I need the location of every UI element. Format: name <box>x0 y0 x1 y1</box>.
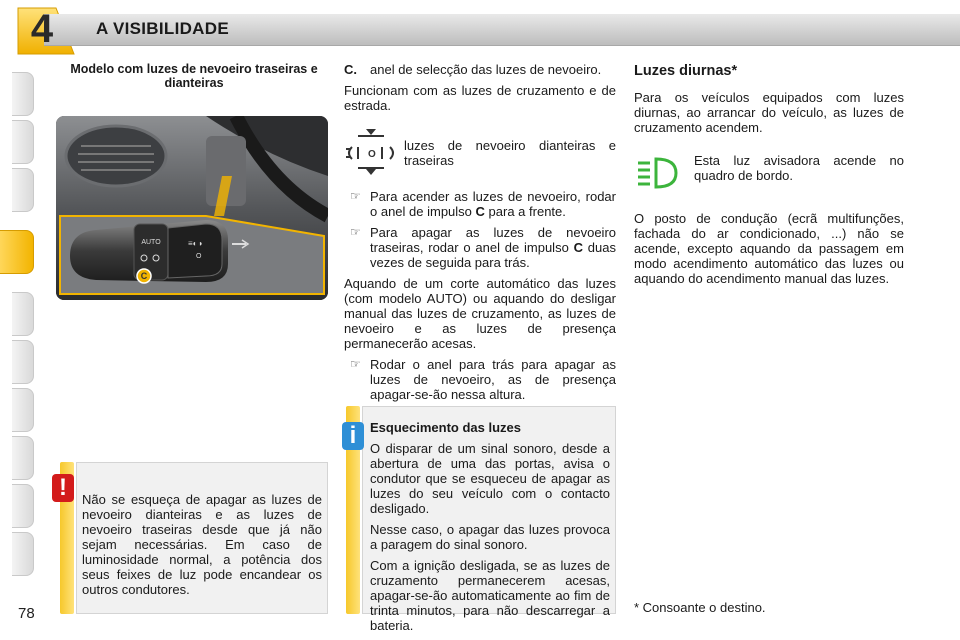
c-definition: C. anel de selecção das luzes de nevoeiro. <box>344 62 602 77</box>
section-title: Luzes diurnas* <box>634 63 738 79</box>
svg-text:O: O <box>196 253 202 260</box>
indicator-row <box>634 153 904 193</box>
list-item: ☞ Rodar o anel para trás para apagar as luzes de nevoeiro, as de presença apagar-se-ão nessa altura. <box>344 357 616 402</box>
info-box <box>346 406 616 633</box>
page-number: 78 <box>18 605 35 622</box>
paragraph: O posto de condução (ecrã multifunções, fachada do ar condicionado, ...) não se acende, excepto aquando da passagem em modo acendimento automático das luzes ou aquando do acendimento manual das luzes. <box>634 211 904 286</box>
paragraph: Para os veículos equipados com luzes diurnas, ao arrancar do veículo, as luzes de cruzamento acendem. <box>634 90 904 135</box>
info-paragraph: O disparar de um sinal sonoro, desde a abertura de uma das portas, avisa o condutor que se esqueceu de apagar as luzes do seu veículo com o contacto desligado. <box>370 441 610 516</box>
photo-caption: Modelo com luzes de nevoeiro traseiras e dianteiras <box>70 62 318 90</box>
side-tab[interactable] <box>12 340 34 384</box>
side-tab[interactable] <box>12 388 34 432</box>
lighting-stalk-photo <box>56 116 328 300</box>
pointing-hand-icon: ☞ <box>350 225 361 239</box>
fog-icon-label: luzes de nevoeiro dianteiras e traseiras <box>404 138 616 168</box>
info-paragraph: Com a ignição desligada, se as luzes de cruzamento permanecerem acesas, apagar-se-ão automaticamente ao fim de trinta minutos, para não descarregar a bateria. <box>370 558 610 633</box>
paragraph: Funcionam com as luzes de cruzamento e de estrada. <box>344 83 616 113</box>
warning-text: Não se esqueça de apagar as luzes de nevoeiro dianteiras e as luzes de nevoeiro traseiras desde que já não sejam necessárias. Em caso de luminosidade normal, a potência dos seus feixes de luz pode encandear os outros condutores. <box>82 492 322 597</box>
exclamation-icon: ! <box>52 474 74 502</box>
indicator-text: Esta luz avisadora acende no quadro de bordo. <box>694 153 904 183</box>
list-item: ☞ Para acender as luzes de nevoeiro, rodar o anel de impulso C para a frente. <box>344 189 616 219</box>
side-tab[interactable] <box>12 484 34 528</box>
info-icon: i <box>342 422 364 450</box>
info-paragraph: Nesse caso, o apagar das luzes provoca a paragem do sinal sonoro. <box>370 522 610 552</box>
fog-light-icon <box>344 127 398 179</box>
chapter-number: 4 <box>30 7 54 51</box>
fog-icon-row <box>344 127 616 179</box>
callout-c: C <box>140 271 148 281</box>
svg-text:O: O <box>368 149 376 160</box>
stalk-auto-label: AUTO <box>141 239 161 246</box>
side-tab[interactable] <box>12 292 34 336</box>
pointing-hand-icon: ☞ <box>350 189 361 203</box>
list-item: ☞ Para apagar as luzes de nevoeiro traseiras, rodar o anel de impulso C duas vezes de seguida para trás. <box>344 225 616 270</box>
side-tab[interactable] <box>12 168 34 212</box>
daytime-running-light-icon <box>634 153 688 193</box>
side-tab-active[interactable] <box>0 230 34 274</box>
side-tab[interactable] <box>12 532 34 576</box>
pointing-hand-icon: ☞ <box>350 357 361 371</box>
svg-text:≡◐◑: ≡◐◑ <box>188 239 203 248</box>
middle-column <box>344 62 616 408</box>
paragraph: Aquando de um corte automático das luzes (com modelo AUTO) ou aquando do desligar manual das luzes de cruzamento, as luzes de nevoeiro e as luzes de presença permanecerão acesas. <box>344 276 616 351</box>
side-tab[interactable] <box>12 120 34 164</box>
side-tab[interactable] <box>12 436 34 480</box>
page-title: A VISIBILIDADE <box>96 19 229 38</box>
chapter-side-tabs <box>0 60 36 580</box>
footnote: * Consoante o destino. <box>634 600 766 615</box>
side-tab[interactable] <box>12 72 34 116</box>
info-title: Esquecimento das luzes <box>370 420 521 435</box>
warning-box <box>60 462 328 614</box>
right-column <box>634 62 904 292</box>
